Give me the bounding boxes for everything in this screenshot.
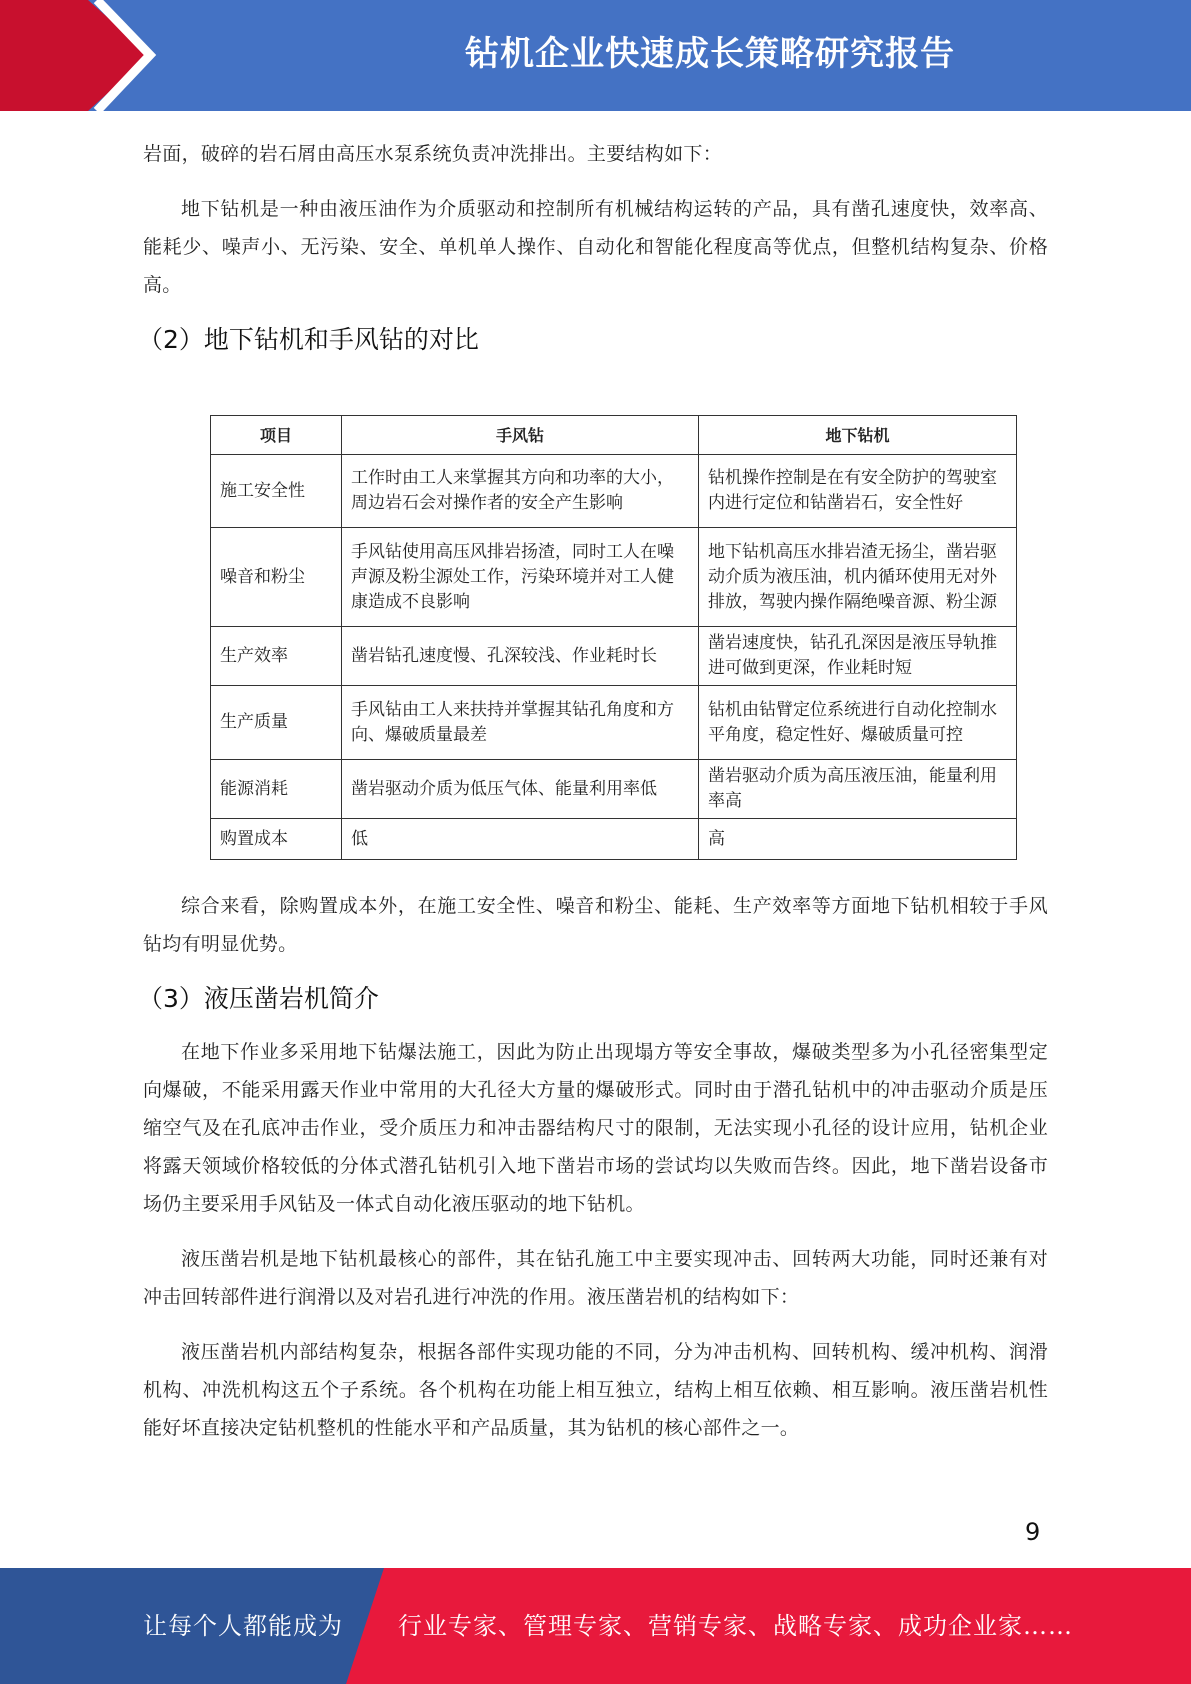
comparison-table (210, 415, 1017, 860)
table-header-manual-drill: 手风钻 (342, 416, 699, 455)
table-cell-underground: 地下钻机高压水排岩渣无扬尘，凿岩驱动介质为液压油，机内循环使用无对外排放，驾驶内操作隔绝噪音源、粉尘源 (699, 528, 1017, 627)
table-cell-item: 购置成本 (211, 819, 342, 860)
table-row (211, 819, 1017, 860)
page-footer (0, 1568, 1191, 1684)
paragraph-3: 综合来看，除购置成本外，在施工安全性、噪音和粉尘、能耗、生产效率等方面地下钻机相较于手风钻均有明显优势。 (143, 895, 1048, 955)
paragraph-5: 液压凿岩机是地下钻机最核心的部件，其在钻孔施工中主要实现冲击、回转两大功能，同时还兼有对冲击回转部件进行润滑以及对岩孔进行冲洗的作用。液压凿岩机的结构如下： (143, 1248, 1048, 1308)
table-cell-underground: 凿岩驱动介质为高压液压油，能量利用率高 (699, 760, 1017, 819)
report-title: 钻机企业快速成长策略研究报告 (465, 34, 955, 74)
table-cell-manual: 手风钻由工人来扶持并掌握其钻孔角度和方向、爆破质量最差 (342, 686, 699, 760)
paragraph-6: 液压凿岩机内部结构复杂，根据各部件实现功能的不同，分为冲击机构、回转机构、缓冲机构、润滑机构、冲洗机构这五个子系统。各个机构在功能上相互独立，结构上相互依赖、相互影响。液压凿岩机性能好坏直接决定钻机整机的性能水平和产品质量，其为钻机的核心部件之一。 (143, 1341, 1048, 1439)
table-cell-underground: 高 (699, 819, 1017, 860)
table-cell-manual: 凿岩钻孔速度慢、孔深较浅、作业耗时长 (342, 627, 699, 686)
table-cell-underground: 钻机操作控制是在有安全防护的驾驶室内进行定位和钻凿岩石，安全性好 (699, 455, 1017, 528)
table-row (211, 455, 1017, 528)
table-cell-manual: 低 (342, 819, 699, 860)
section-heading-2: （2）地下钻机和手风钻的对比 (138, 325, 479, 354)
footer-slogan-left: 让每个人都能成为 (143, 1612, 343, 1640)
table-cell-item: 生产质量 (211, 686, 342, 760)
paragraph-1: 岩面，破碎的岩石屑由高压水泵系统负责冲洗排出。主要结构如下： (143, 143, 723, 165)
table-cell-underground: 凿岩速度快，钻孔孔深因是液压导轨推进可做到更深，作业耗时短 (699, 627, 1017, 686)
table-header-item: 项目 (211, 416, 342, 455)
table-cell-underground: 钻机由钻臂定位系统进行自动化控制水平角度，稳定性好、爆破质量可控 (699, 686, 1017, 760)
table-row (211, 627, 1017, 686)
header-arrow-red (0, 0, 150, 111)
table-row (211, 686, 1017, 760)
table-row (211, 760, 1017, 819)
paragraph-2: 地下钻机是一种由液压油作为介质驱动和控制所有机械结构运转的产品，具有凿孔速度快，效率高、能耗少、噪声小、无污染、安全、单机单人操作、自动化和智能化程度高等优点，但整机结构复杂、价格高。 (143, 198, 1048, 296)
section-heading-3: （3）液压凿岩机简介 (138, 984, 379, 1013)
table-cell-item: 施工安全性 (211, 455, 342, 528)
table-cell-manual: 凿岩驱动介质为低压气体、能量利用率低 (342, 760, 699, 819)
table-cell-manual: 工作时由工人来掌握其方向和功率的大小，周边岩石会对操作者的安全产生影响 (342, 455, 699, 528)
content-bottom (138, 887, 1048, 1447)
table-header-underground-drill: 地下钻机 (699, 416, 1017, 455)
table-cell-item: 能源消耗 (211, 760, 342, 819)
paragraph-4: 在地下作业多采用地下钻爆法施工，因此为防止出现塌方等安全事故，爆破类型多为小孔径密集型定向爆破，不能采用露天作业中常用的大孔径大方量的爆破形式。同时由于潜孔钻机中的冲击驱动介质是压缩空气及在孔底冲击作业，受介质压力和冲击器结构尺寸的限制，无法实现小孔径的设计应用，钻机企业将露天领域价格较低的分体式潜孔钻机引入地下凿岩市场的尝试均以失败而告终。因此，地下凿岩设备市场仍主要采用手风钻及一体式自动化液压驱动的地下钻机。 (143, 1041, 1048, 1215)
page-header (0, 0, 1191, 111)
page-number: 9 (1025, 1518, 1041, 1546)
table-cell-item: 噪音和粉尘 (211, 528, 342, 627)
table-header-row (211, 416, 1017, 455)
table-row (211, 528, 1017, 627)
table-cell-manual: 手风钻使用高压风排岩扬渣，同时工人在噪声源及粉尘源处工作，污染环境并对工人健康造成不良影响 (342, 528, 699, 627)
table-cell-item: 生产效率 (211, 627, 342, 686)
content-top (138, 135, 1048, 356)
footer-slogan-right: 行业专家、管理专家、营销专家、战略专家、成功企业家…… (398, 1612, 1073, 1640)
